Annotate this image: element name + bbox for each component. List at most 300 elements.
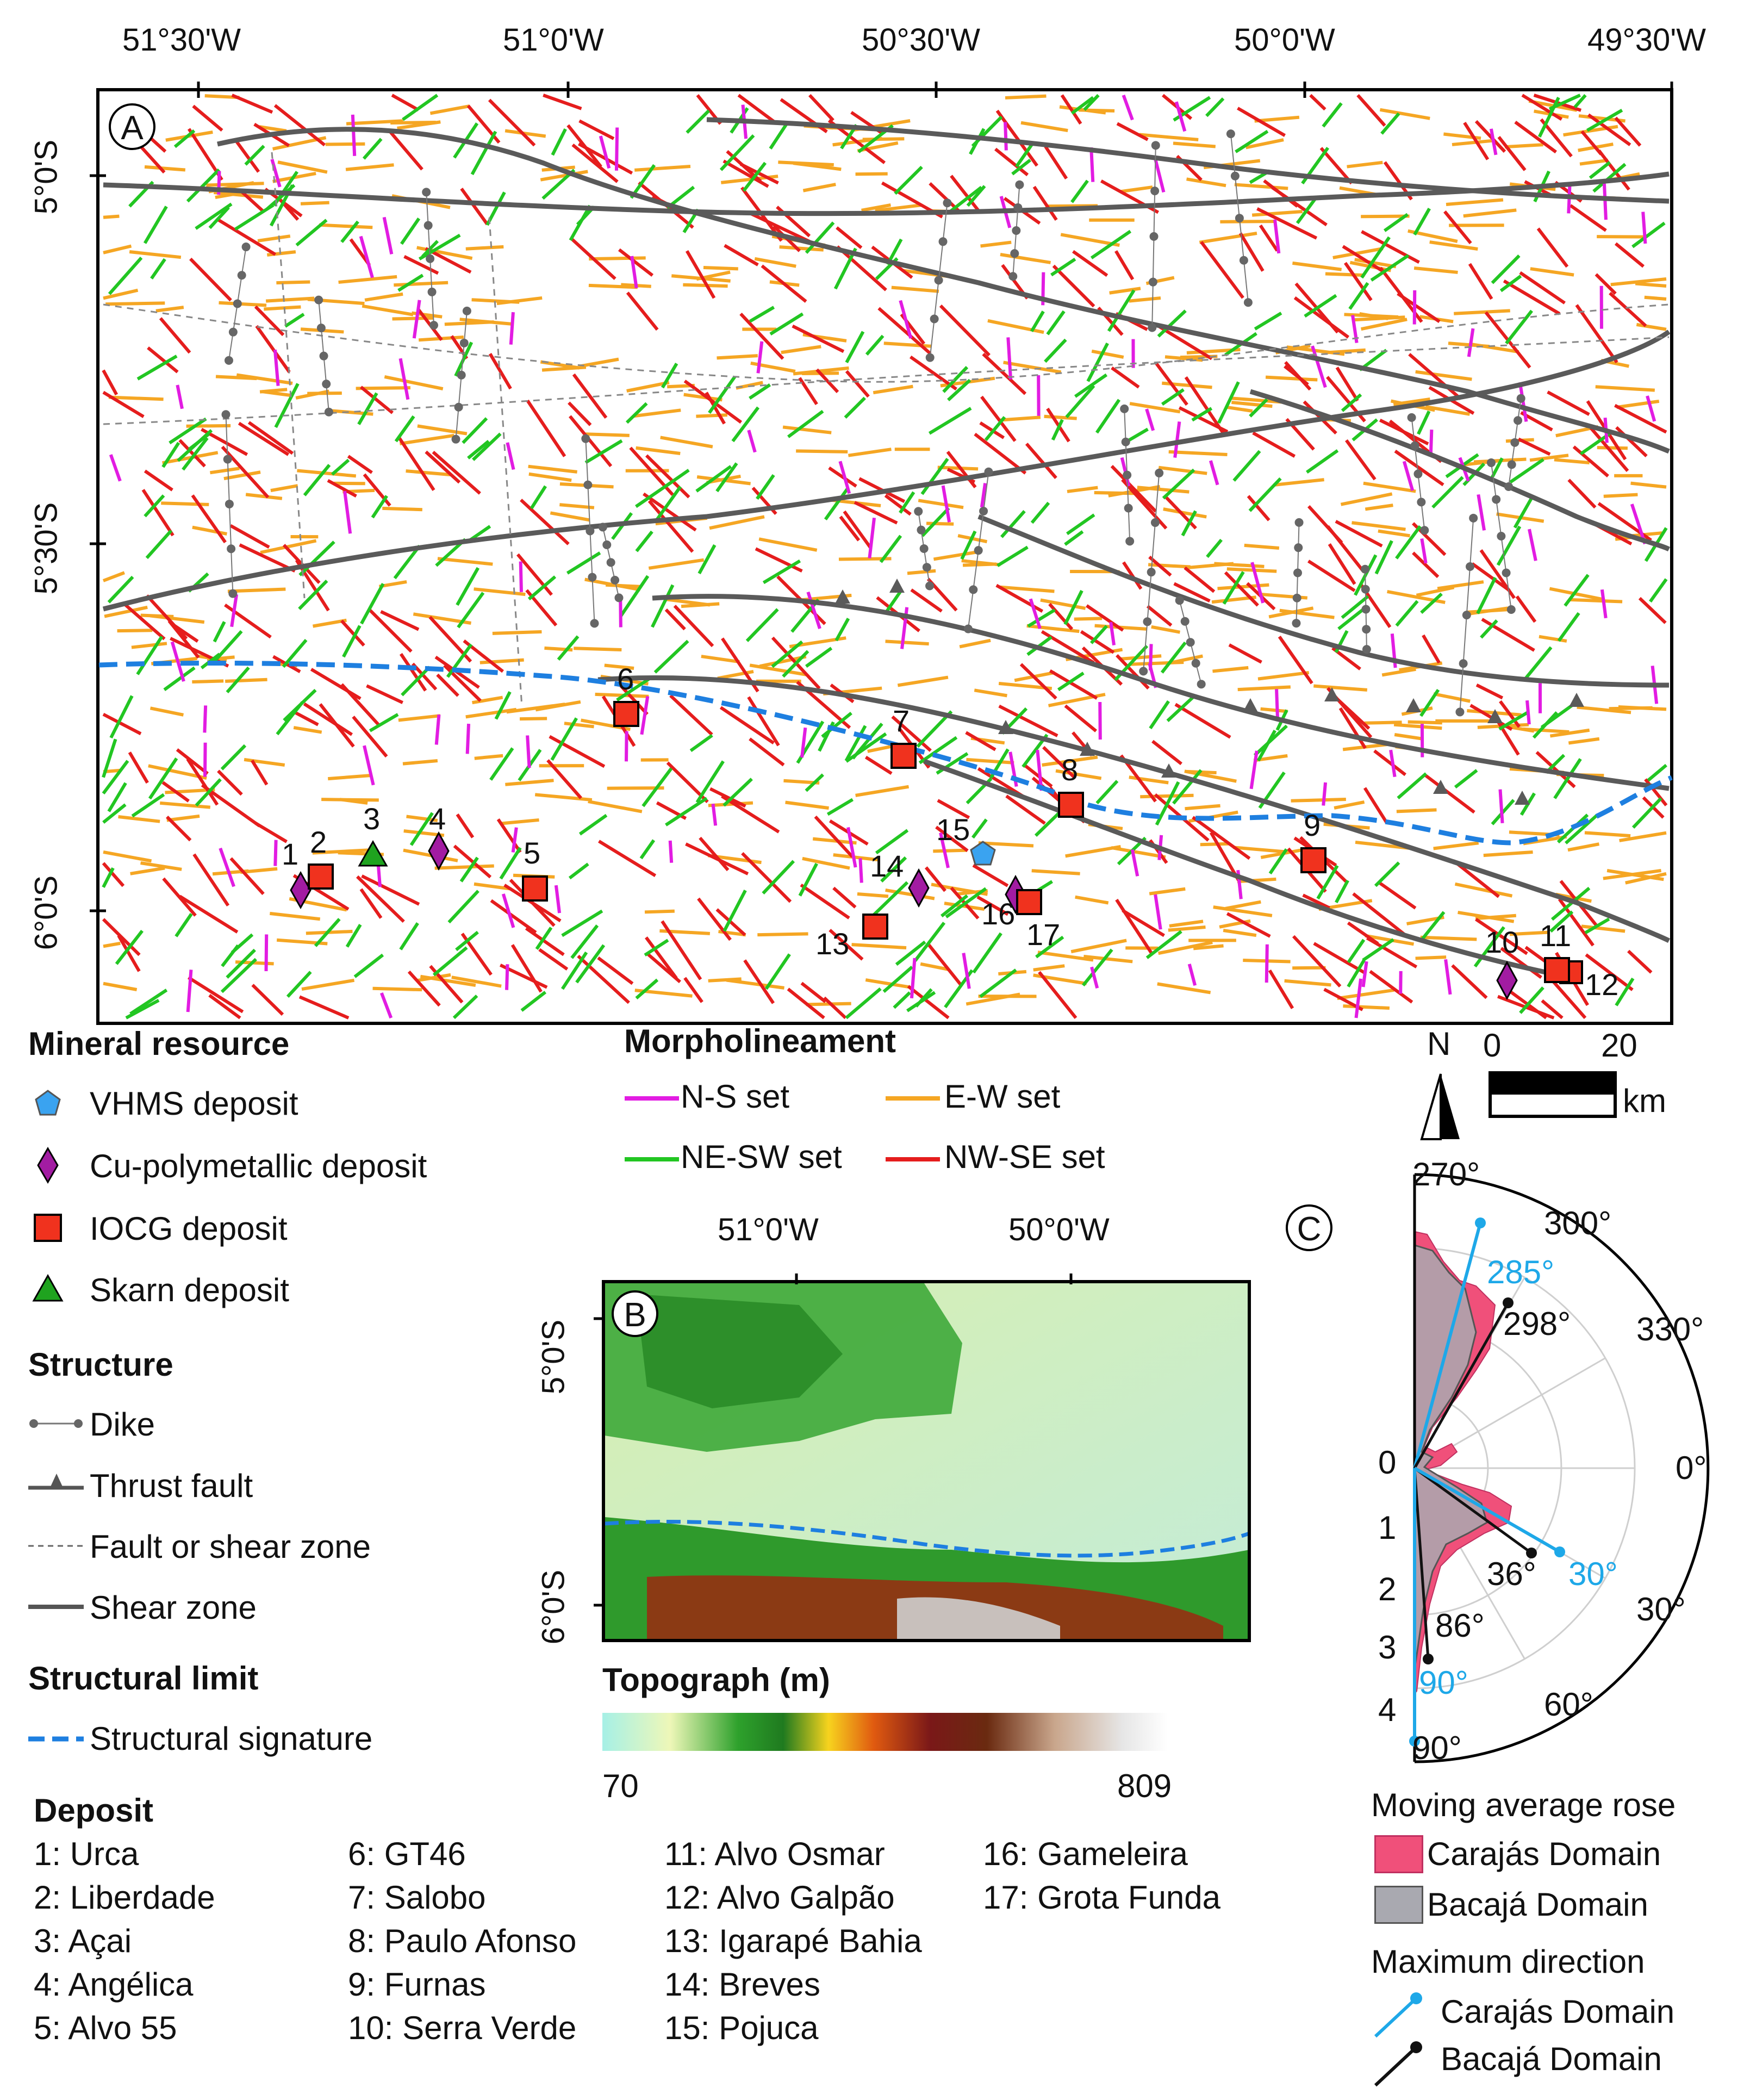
deposit-list-item: 3: Açai [34,1923,132,1959]
dike-point [1181,617,1189,626]
lineament-segment [206,183,264,185]
lineament-segment [860,858,861,883]
deposit-list-item: 12: Alvo Galpão [664,1879,895,1916]
dike-point [225,500,234,508]
dike-point [923,563,931,571]
bacaja-max-icon [1373,2039,1438,2088]
deposit-label: 9 [1304,808,1321,842]
dike-point [457,371,466,380]
dike-point [1124,504,1133,512]
nesw-set-icon [622,1154,682,1165]
scale-unit: km [1623,1083,1666,1119]
lineament-segment [161,503,209,505]
max-dir-label-carajas: 90° [1419,1664,1468,1701]
lon-tick-label: 49°30'W [1587,22,1707,58]
deposit-list-item: 8: Paulo Afonso [348,1923,577,1959]
lineament-segment [1074,618,1102,619]
panel-b-lat-tick: 5°0'S [535,1319,571,1395]
rose-legend-bacaja: Bacajá Domain [1427,1886,1648,1923]
lineament-segment [574,648,621,650]
dike-point [1459,659,1468,668]
dike-point [1413,470,1422,479]
lineament-segment [1220,221,1275,222]
lineament-segment [378,863,380,887]
deposit-label: 10 [1485,925,1519,959]
dike-point [969,585,977,594]
dike-point [238,271,246,279]
lineament-segment [141,615,174,616]
lineament-segment [717,356,758,358]
dike-point [1155,469,1163,477]
deposit-label: 14 [870,849,904,883]
max-legend-bacaja: Bacajá Domain [1441,2041,1662,2077]
dike-point [460,339,469,347]
legend-fault-label: Fault or shear zone [90,1529,371,1565]
dike-point [1010,249,1019,258]
dike-point [320,352,328,361]
colorbar-title: Topograph (m) [602,1662,830,1698]
dike-point [1517,394,1525,403]
lineament-segment [1148,564,1191,567]
dike-point [1143,617,1151,626]
lineament-segment [1604,184,1606,220]
carajas-max-icon [1373,1990,1438,2039]
angle-label: 300° [1544,1205,1612,1241]
dike-point [1508,460,1516,469]
angle-label: 90° [1412,1730,1462,1766]
deposit-label: 3 [363,802,381,836]
dike-point [463,307,471,315]
panel-a-label: A [109,103,155,150]
dike-point [599,523,607,531]
deposit-list-item: 15: Pojuca [664,2010,819,2046]
lineament-segment [520,718,547,719]
lat-tick-label: 5°30'S [28,502,64,595]
deposit-label: 4 [429,802,446,836]
dike-point [1175,596,1184,605]
legend-nesw-set-label: NE-SW set [681,1139,842,1175]
lineament-segment [276,282,310,283]
nwse-set-icon [883,1154,943,1165]
dike-point [974,546,983,555]
deposit-label: 12 [1585,967,1619,1002]
deposit-list-item: 11: Alvo Osmar [664,1836,885,1872]
panel-a [0,0,1750,1033]
lineament-segment [105,303,165,304]
dike-point [314,296,323,305]
lineament-segment [527,735,529,768]
legend-skarn-label: Skarn deposit [90,1272,289,1308]
dike-point [1148,323,1156,332]
dike-point [607,558,615,567]
deposit-list-title: Deposit [34,1792,154,1829]
dike-point [984,468,993,476]
scale-label-0: 0 [1483,1027,1502,1064]
dike-point [223,455,232,464]
lineament-segment [382,508,422,510]
legend-shear-zone-label: Shear zone [90,1589,257,1626]
dike-point [1123,471,1131,480]
dike-point [943,198,951,207]
lineament-segment [1365,722,1402,723]
legend-structure-title: Structure [28,1346,173,1383]
legend-cu-polymetallic-label: Cu-polymetallic deposit [90,1148,427,1184]
legend-vhms-label: VHMS deposit [90,1085,298,1122]
dike-point [1012,226,1020,235]
lineament-segment [933,850,967,852]
lineament-segment [353,115,354,156]
legend-morpholineament-title: Morpholineament [624,1023,896,1059]
dike-point [424,221,433,230]
dike-point [602,540,611,549]
lineament-segment [1408,722,1442,723]
lineament-segment [1005,96,1046,98]
lat-tick-label: 6°0'S [28,875,64,950]
dike-point [586,527,594,536]
lat-tick-label: 5°0'S [28,139,64,215]
dike-point [1139,667,1148,675]
dike-point [428,288,437,296]
lineament-segment [264,307,301,309]
max-dir-label-carajas: 285° [1487,1254,1555,1290]
lineament-segment [326,144,365,145]
lineament-segment [373,989,422,990]
rose-legend-title: Moving average rose [1371,1787,1676,1823]
radius-label: 0 [1378,1444,1397,1481]
dike-point [1122,438,1130,446]
colorbar-max: 809 [1117,1768,1172,1804]
lineament-segment [1343,1006,1389,1008]
lon-tick-label: 51°30'W [122,22,241,58]
dike-point [920,544,929,553]
cu-polymetallic-icon [32,1146,64,1184]
lineament-segment [626,731,627,762]
lineament-segment [589,258,645,259]
thrust-fault-icon [26,1468,86,1495]
lineament-segment [1604,495,1638,496]
dike-point [935,276,943,284]
radius-label: 2 [1378,1571,1397,1607]
skarn-icon [32,1272,64,1305]
iocg-icon [32,1211,64,1244]
lineament-segment [216,377,257,379]
shear-zone-icon [26,1601,86,1612]
bacaja-swatch [1374,1886,1423,1924]
dike-point [964,625,973,633]
dike-point [1455,707,1464,716]
radius-label: 3 [1378,1629,1397,1666]
lineament-segment [586,434,630,436]
angle-label: 0° [1676,1450,1707,1486]
lineament-segment [1044,417,1077,419]
legend-thrust-fault-label: Thrust fault [90,1468,253,1504]
lineament-segment [1400,971,1401,994]
panel-c-label: C [1286,1204,1332,1251]
legend-structural-signature-label: Structural signature [90,1720,373,1757]
dike-point [1492,495,1500,504]
dike-point [426,254,434,263]
dike-point [1013,203,1022,212]
dike-point [1502,568,1511,577]
lineament-segment [468,724,469,754]
scale-label-20: 20 [1601,1027,1637,1064]
lineament-segment [645,911,675,912]
angle-label: 30° [1636,1591,1686,1627]
dike-point [325,408,333,417]
dike-point [1150,187,1159,195]
legend-nwse-set-label: NW-SE set [944,1139,1105,1175]
dike-point [614,593,623,602]
lineament-segment [1140,796,1193,797]
dike-point [1226,129,1235,138]
deposit-label: 6 [617,662,634,696]
lineament-segment [938,468,978,469]
dike-point [225,356,233,365]
dike-point [1151,141,1160,150]
lineament-segment [1079,110,1114,111]
deposit-list-item: 16: Gameleira [983,1836,1188,1872]
colorbar-min: 70 [602,1768,639,1804]
iocg-deposit-8 [1059,793,1083,817]
lon-tick-label: 50°30'W [862,22,981,58]
north-label: N [1427,1026,1451,1062]
iocg-deposit-9 [1301,848,1325,872]
max-dir-label-carajas: 30° [1568,1556,1618,1592]
lineament-segment [103,216,119,218]
dike-point [1149,278,1157,287]
lineament-segment [1325,274,1365,276]
panel-b-lon-tick: 50°0'W [1008,1212,1110,1247]
angle-label: 60° [1544,1686,1593,1723]
max-dir-label-bacaja: 86° [1435,1607,1485,1644]
lineament-segment [616,127,617,170]
dike-point [1411,442,1419,450]
dike-point [1361,605,1370,613]
dike-point [228,589,237,598]
lineament-segment [708,979,742,980]
dike-point [1466,562,1474,571]
lon-tick-label: 50°0'W [1234,22,1335,58]
lineament-segment [204,705,205,732]
panel-b-label: B [612,1290,658,1337]
dike-point [1240,256,1248,265]
panel-a-map [0,0,1750,1033]
dike-point [1293,568,1302,577]
dike-point [925,581,934,590]
deposit-label: 5 [524,836,541,870]
deposit-list-item: 13: Igarapé Bahia [664,1923,922,1959]
dike-point [979,507,988,515]
rose-legend-carajas: Carajás Domain [1427,1836,1661,1872]
deposit-list-item: 7: Salobo [348,1879,486,1916]
dike-point [588,573,596,581]
deposit-list-item: 2: Liberdade [34,1879,215,1916]
legend-structural-limit-title: Structural limit [28,1660,259,1697]
legend-dike-label: Dike [90,1406,155,1443]
lineament-segment [1645,297,1666,299]
dike-point [422,188,431,196]
lineament-segment [1291,799,1346,801]
max-legend-carajas: Carajás Domain [1441,1993,1675,2030]
deposit-list-item: 14: Breves [664,1966,820,2003]
deposit-label: 15 [936,812,970,847]
deposit-label: 16 [981,897,1016,931]
dike-point [1186,638,1195,647]
angle-label: 270° [1412,1156,1480,1192]
dike-point [1294,543,1303,552]
dike-point [242,243,251,251]
dike-point [227,544,235,553]
lineament-segment [1421,937,1477,940]
topography-colorbar [602,1713,1168,1751]
dike-point [1514,416,1522,425]
dike-icon [26,1413,86,1434]
legend-ew-set-label: E-W set [944,1078,1061,1115]
dike-point [1408,413,1416,422]
lineament-segment [1323,782,1325,806]
dike-point [1120,405,1129,413]
max-dir-label-bacaja: 298° [1503,1306,1571,1342]
deposit-list-item: 17: Grota Funda [983,1879,1220,1916]
deposit-label: 17 [1026,917,1061,952]
deposit-label: 11 [1540,918,1572,953]
lineament-segment [466,247,504,249]
lineament-segment [1397,810,1437,811]
vhms-icon [32,1088,64,1120]
legend-mineral-resource-title: Mineral resource [28,1026,290,1062]
dike-point [1507,605,1516,614]
dike-point [454,403,463,412]
lineament-segment [796,451,848,452]
iocg-deposit-11 [1545,958,1569,982]
deposit-label: 7 [893,704,910,738]
ns-set-icon [622,1093,682,1104]
lineament-segment [1500,790,1502,823]
dike-point [317,324,326,332]
lineament-segment [225,680,267,681]
lineament-segment [275,840,276,866]
dike-point [1192,659,1200,668]
iocg-deposit-6 [614,702,638,726]
lineament-segment [1643,212,1645,244]
deposit-list-item: 5: Alvo 55 [34,2010,177,2046]
max-legend-title: Maximum direction [1371,1943,1645,1980]
dike-point [926,353,935,362]
dike-point [429,321,438,330]
dike-point [611,576,619,585]
panel-b-lon-tick: 51°0'W [718,1212,819,1247]
dike-point [1420,526,1429,535]
iocg-deposit-17 [1017,890,1041,914]
dike-point [233,299,242,308]
dike-point [1197,680,1206,688]
deposit-label: 13 [815,927,850,961]
lineament-segment [1276,689,1278,719]
lon-tick-label: 51°0'W [503,22,604,58]
dike-point [452,435,460,444]
dike-point [1008,272,1017,281]
dike-point [1295,518,1304,527]
lineament-segment [117,630,153,631]
dike-point [581,434,590,443]
carajas-swatch [1374,1835,1423,1873]
lineament-segment [1416,957,1447,958]
deposit-list-item: 1: Urca [34,1836,139,1872]
dike-point [590,619,599,627]
lineament-segment [493,632,542,633]
dike-point [939,237,948,246]
lineament-segment [696,415,727,416]
angle-label: 330° [1636,1311,1704,1347]
north-arrow-icon [1416,1074,1465,1145]
dike-point [1487,458,1496,467]
lineament-segment [1129,662,1184,664]
deposit-label: 8 [1061,753,1079,787]
iocg-deposit-7 [892,744,916,768]
dike-point [1015,181,1024,189]
lineament-segment [703,268,738,269]
lineament-segment [1570,600,1622,602]
dike-point [1150,232,1159,241]
legend-iocg-label: IOCG deposit [90,1210,288,1247]
dike-point [914,507,923,515]
dike-point [1462,611,1471,619]
scale-bar [1489,1071,1619,1120]
lineament-segment [228,589,285,591]
dike-point [1417,498,1425,506]
dike-point [1504,482,1513,491]
dike-point [221,410,230,419]
dike-point [229,328,238,337]
dike-point [1292,619,1300,627]
legend-ns-set-label: N-S set [681,1078,790,1115]
dike-point [583,481,592,489]
fault-or-shear-zone-icon [26,1540,86,1551]
topography-map [571,1245,1278,1637]
lineament-segment [511,312,513,345]
dike-point [917,526,925,535]
dike-point [1361,565,1369,574]
lineament-segment [435,866,494,868]
structural-signature-icon [26,1734,86,1744]
deposit-list-item: 6: GT46 [348,1836,466,1872]
dike-point [1147,568,1156,576]
dike-point [1235,214,1244,222]
lineament-segment [926,523,954,524]
ew-set-icon [883,1093,943,1104]
deposit-label: 1 [282,837,299,871]
dike-point [1510,438,1519,447]
iocg-deposit-5 [523,877,547,900]
lineament-segment [1527,700,1529,724]
deposit-list-item: 9: Furnas [348,1966,486,2003]
dike-point [1125,537,1134,545]
dike-point [1231,172,1240,181]
dike-point [1244,298,1253,307]
radius-label: 4 [1378,1692,1397,1728]
panel-b-lat-tick: 6°0'S [535,1569,571,1645]
lineament-segment [670,841,671,863]
dike-point [1469,514,1478,523]
lineament-segment [301,203,329,204]
deposit-list-item: 10: Serra Verde [348,2010,577,2046]
dike-point [322,380,331,388]
dike-point [1497,532,1505,540]
dike-point [1361,585,1370,594]
radius-label: 1 [1378,1509,1397,1546]
dike-point [1362,625,1371,633]
iocg-deposit-13 [863,915,887,939]
